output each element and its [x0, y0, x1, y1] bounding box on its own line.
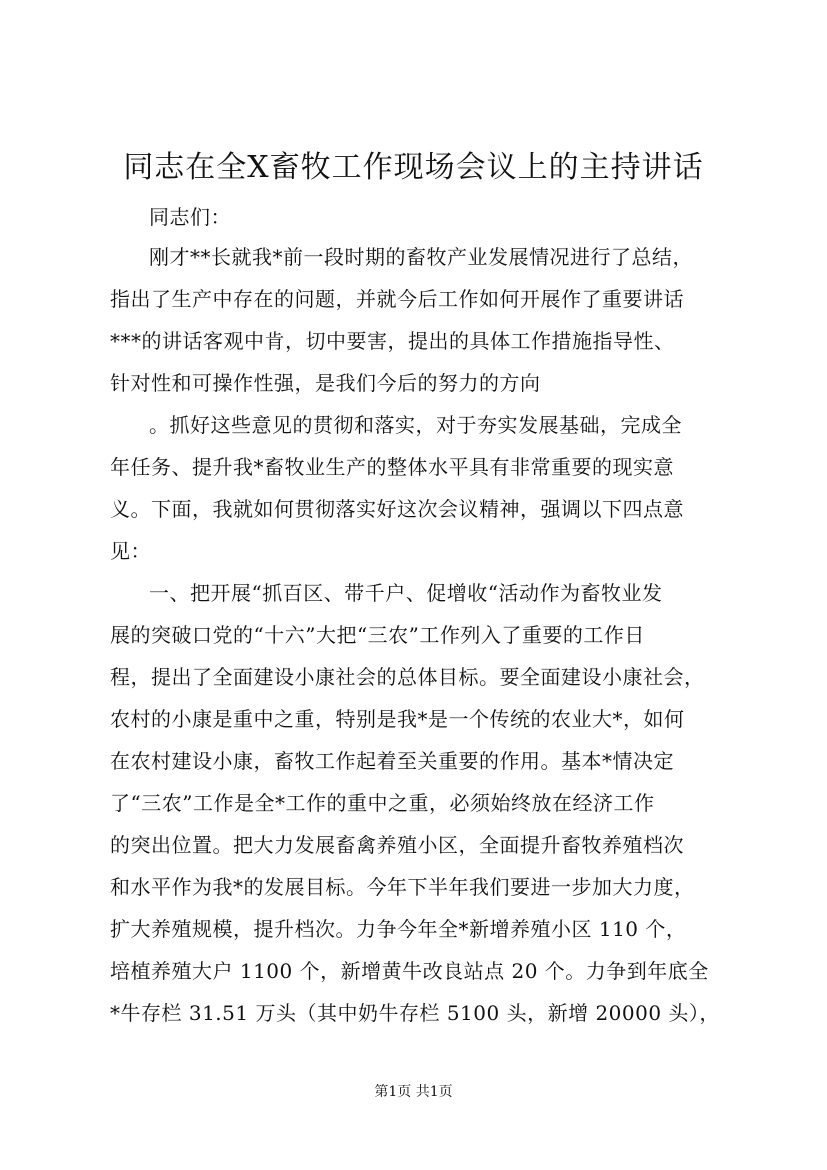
text-line: 了“三农”工作是全*工作的重中之重，必须始终放在经济工作 [110, 791, 655, 815]
document-title: 同志在全X畜牧工作现场会议上的主持讲话 [123, 150, 704, 185]
text-line: 农村的小康是重中之重，特别是我*是一个传统的农业大*，如何 [110, 707, 685, 731]
page-footer: 第1页 共1页 [374, 1084, 453, 1100]
text-line: 在农村建设小康，畜牧工作起着至关重要的作用。基本*情决定 [110, 749, 674, 773]
text-line: 义。下面，我就如何贯彻落实好这次会议精神，强调以下四点意 [110, 497, 684, 521]
text-line-salutation: 同志们： [149, 205, 231, 229]
text-line: 。抓好这些意见的贯彻和落实，对于夯实发展基础，完成全 [149, 413, 682, 437]
text-line: 见： [110, 539, 151, 563]
text-line: 一、把开展“抓百区、带千户、促增收“活动作为畜牧业发 [149, 581, 663, 605]
text-line: 展的突破口党的“十六”大把“三农”工作列入了重要的工作日 [110, 623, 645, 647]
text-line: 培植养殖大户 1100 个，新增黄牛改良站点 20 个。力争到年底全 [110, 959, 709, 983]
text-line: 年任务、提升我*畜牧业生产的整体水平具有非常重要的现实意 [110, 455, 674, 479]
text-line: 扩大养殖规模，提升档次。力争今年全*新增养殖小区 110 个， [110, 917, 687, 941]
text-line: 的突出位置。把大力发展畜禽养殖小区，全面提升畜牧养殖档次 [110, 833, 684, 857]
text-line: 程，提出了全面建设小康社会的总体目标。要全面建设小康社会， [110, 665, 705, 689]
text-line: 针对性和可操作性强，是我们今后的努力的方向 [110, 371, 541, 395]
text-line: 和水平作为我*的发展目标。今年下半年我们要进一步加大力度， [110, 875, 695, 899]
text-line: 指出了生产中存在的问题，并就今后工作如何开展作了重要讲话 [110, 287, 684, 311]
text-line: ***的讲话客观中肯，切中要害，提出的具体工作措施指导性、 [110, 329, 675, 353]
text-line: 刚才**长就我*前一段时期的畜牧产业发展情况进行了总结， [149, 245, 693, 269]
text-line: *牛存栏 31.51 万头（其中奶牛存栏 5100 头，新增 20000 头）， [110, 1001, 720, 1025]
